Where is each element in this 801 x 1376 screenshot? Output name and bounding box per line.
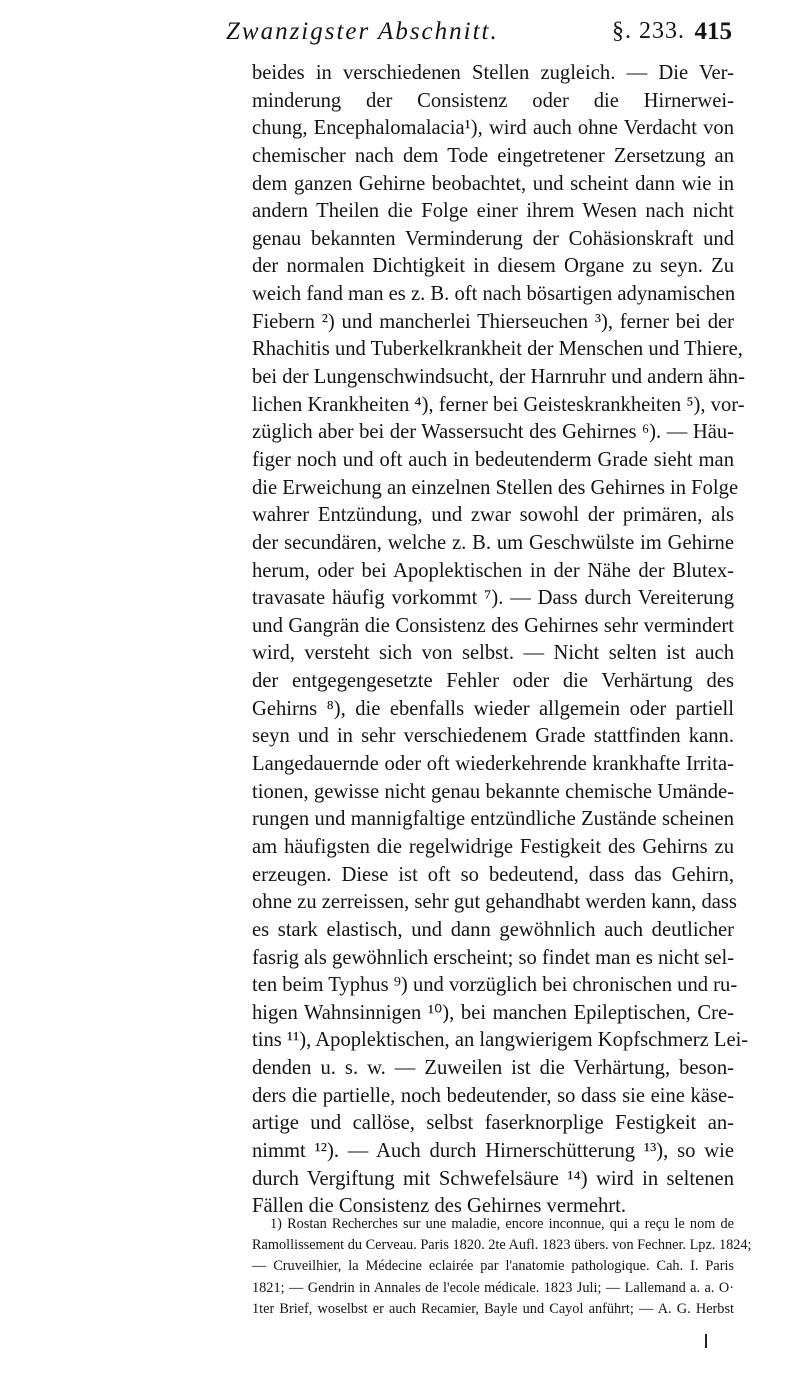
text-line: der entgegengesetzte Fehler oder die Verhärtung des — [252, 670, 734, 693]
text-line: am häufigsten die regelwidrige Festigkeit des Gehirns zu — [252, 835, 734, 858]
section-number: §. 233. — [612, 18, 685, 44]
text-line: weich fand man es z. B. oft nach bösartigen adynamischen — [252, 283, 736, 306]
text-line: der secundären, welche z. B. um Geschwülste im Gehirne — [252, 531, 734, 554]
footnote-line: 1ter Brief, woselbst er auch Recamier, Bayle und Cayol anführt; — A. G. Herbst — [252, 1300, 734, 1317]
footnote-line: 1) Rostan Recherches sur une maladie, encore inconnue, qui a reçu le nom de — [270, 1216, 734, 1232]
text-line: Rhachitis und Tuberkelkrankheit der Menschen und Thiere, — [252, 338, 743, 361]
text-line: Langedauernde oder oft wiederkehrende krankhafte Irrita- — [252, 753, 734, 776]
text-line: andern Theilen die Folge einer ihrem Wesen nach nicht — [252, 200, 734, 223]
scan-mark — [705, 1334, 707, 1348]
text-line: rungen und mannigfaltige entzündliche Zustände scheinen — [252, 808, 734, 831]
running-header — [226, 14, 732, 48]
footnote-line: Ramollissement du Cerveau. Paris 1820. 2te Aufl. 1823 übers. von Fechner. Lpz. 1824; — [252, 1237, 752, 1254]
text-line: chung, Encephalomalacia¹), wird auch ohne Verdacht von — [252, 117, 734, 140]
text-line: und Gangrän die Consistenz des Gehirnes sehr vermindert — [252, 614, 734, 637]
footnote-line: 1821; — Gendrin in Annales de l'ecole médicale. 1823 Juli; — Lallemand a. a. O· — [252, 1279, 734, 1296]
text-line: minderung der Consistenz oder die Hirnerwei- — [252, 89, 734, 112]
text-line: Gehirns ⁸), die ebenfalls wieder allgemein oder partiell — [252, 697, 734, 720]
text-line: figer noch und oft auch in bedeutenderm Grade sieht man — [252, 448, 734, 471]
text-line: nimmt ¹²). — Auch durch Hirnerschütterung ¹³), so wie — [252, 1139, 734, 1162]
text-line: denden u. s. w. — Zuweilen ist die Verhärtung, beson- — [252, 1057, 734, 1080]
text-line: higen Wahnsinnigen ¹⁰), bei manchen Epileptischen, Cre- — [252, 1001, 734, 1024]
footnote-line: — Cruveilhier, la Médecine eclairée par l'anatomie pathologique. Cah. I. Paris — [252, 1258, 734, 1275]
footnotes — [252, 1214, 752, 1320]
page-number: 415 — [694, 18, 732, 45]
text-line: es stark elastisch, und dann gewöhnlich auch deutlicher — [252, 918, 734, 941]
text-line: ohne zu zerreissen, sehr gut gehandhabt werden kann, dass — [252, 891, 737, 914]
text-line: lichen Krankheiten ⁴), ferner bei Geisteskrankheiten ⁵), vor- — [252, 393, 745, 416]
text-line: ten beim Typhus ⁹) und vorzüglich bei chronischen und ru- — [252, 974, 738, 997]
text-line: tionen, gewisse nicht genau bekannte chemische Umände- — [252, 780, 734, 803]
chapter-title: Zwanzigster Abschnitt. — [226, 18, 499, 45]
text-line: beides in verschiedenen Stellen zugleich. — Die Ver- — [252, 62, 734, 84]
text-line: züglich aber bei der Wassersucht des Gehirnes ⁶). — Häu- — [252, 421, 734, 444]
main-text — [252, 60, 749, 1221]
text-line: chemischer nach dem Tode eingetretener Zersetzung an — [252, 144, 734, 167]
text-line: artige und callöse, selbst faserknorplige Festigkeit an- — [252, 1112, 734, 1135]
text-line: dem ganzen Gehirne beobachtet, und scheint dann wie in — [252, 172, 734, 195]
text-line: bei der Lungenschwindsucht, der Harnruhr und andern ähn- — [252, 366, 745, 389]
text-line: Fällen die Consistenz des Gehirnes vermehrt. — [252, 1195, 627, 1218]
text-line: fasrig als gewöhnlich erscheint; so findet man es nicht sel- — [252, 946, 735, 969]
text-line: genau bekannten Verminderung der Cohäsionskraft und — [252, 227, 734, 250]
text-line: der normalen Dichtigkeit in diesem Organe zu seyn. Zu — [252, 255, 734, 278]
text-line: ders die partielle, noch bedeutender, so dass sie eine käse- — [252, 1084, 734, 1107]
text-line: seyn und in sehr verschiedenem Grade stattfinden kann. — [252, 725, 734, 748]
text-line: herum, oder bei Apoplektischen in der Nähe der Blutex- — [252, 559, 734, 582]
text-line: erzeugen. Diese ist oft so bedeutend, dass das Gehirn, — [252, 863, 734, 886]
text-line: tins ¹¹), Apoplektischen, an langwierigem Kopfschmerz Lei- — [252, 1029, 749, 1052]
text-line: die Erweichung an einzelnen Stellen des Gehirnes in Folge — [252, 476, 739, 499]
text-line: durch Vergiftung mit Schwefelsäure ¹⁴) wird in seltenen — [252, 1167, 734, 1190]
text-line: wird, versteht sich von selbst. — Nicht selten ist auch — [252, 642, 734, 665]
text-line: travasate häufig vorkommt ⁷). — Dass durch Vereiterung — [252, 587, 734, 610]
text-line: wahrer Entzündung, und zwar sowohl der primären, als — [252, 504, 734, 527]
text-line: Fiebern ²) und mancherlei Thierseuchen ³), ferner bei der — [252, 310, 734, 333]
